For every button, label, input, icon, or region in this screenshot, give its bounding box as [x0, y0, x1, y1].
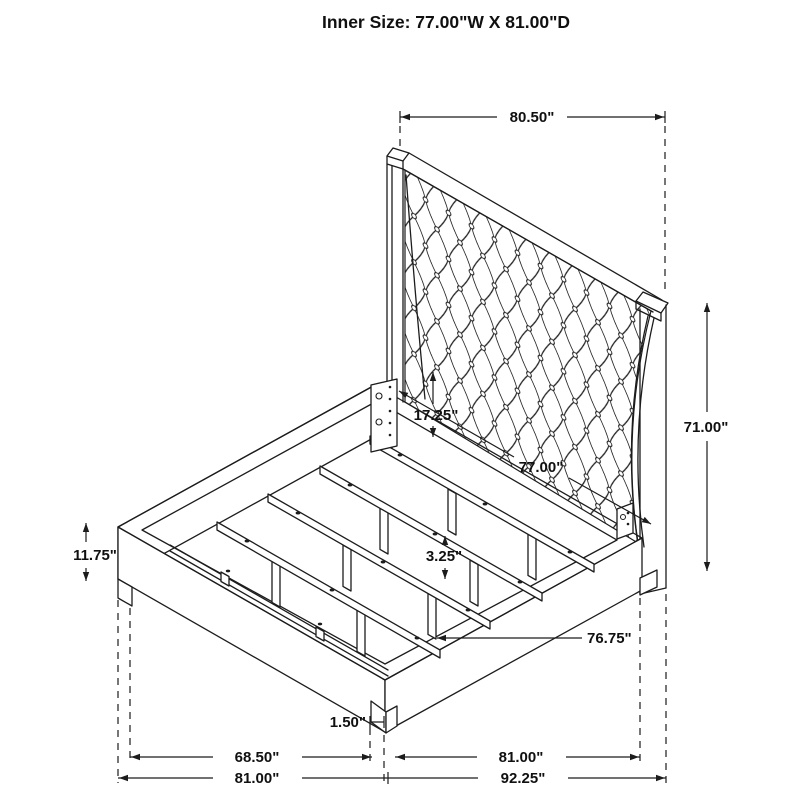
dim-rail-height — [73, 523, 117, 581]
dim-rail-height-label: 11.75" — [73, 547, 117, 564]
tufted-panel — [405, 170, 651, 543]
dim-headboard-to-slat-label: 17.25" — [413, 407, 459, 424]
dim-frame-depth-left — [118, 770, 388, 787]
dim-headboard-width — [400, 109, 665, 126]
right-bracket — [617, 503, 633, 539]
dim-frame-depth-left-label: 81.00" — [234, 770, 280, 787]
dim-inner-depth-label: 68.50" — [234, 749, 280, 766]
left-bracket — [371, 379, 397, 452]
dim-frame-width-right — [395, 749, 640, 766]
page-title: Inner Size: 77.00"W X 81.00"D — [321, 12, 571, 32]
dim-leg-width-label: 1.50" — [329, 714, 366, 731]
dim-slat-thickness-label: 3.25" — [425, 548, 463, 565]
dim-slat-length-label: 76.75" — [587, 630, 632, 647]
dim-headboard-height — [684, 303, 729, 571]
dim-overall-depth-label: 92.25" — [500, 770, 546, 787]
slat-2 — [320, 466, 542, 601]
dim-headboard-height-label: 71.00" — [683, 419, 729, 436]
dim-headboard-width-label: 80.50" — [509, 109, 555, 126]
dim-inner-width-label: 77.00" — [518, 459, 564, 476]
dim-inner-depth — [130, 749, 372, 766]
dim-slat-thickness — [426, 536, 462, 579]
dim-overall-depth — [388, 770, 666, 787]
dim-frame-width-right-label: 81.00" — [498, 749, 544, 766]
